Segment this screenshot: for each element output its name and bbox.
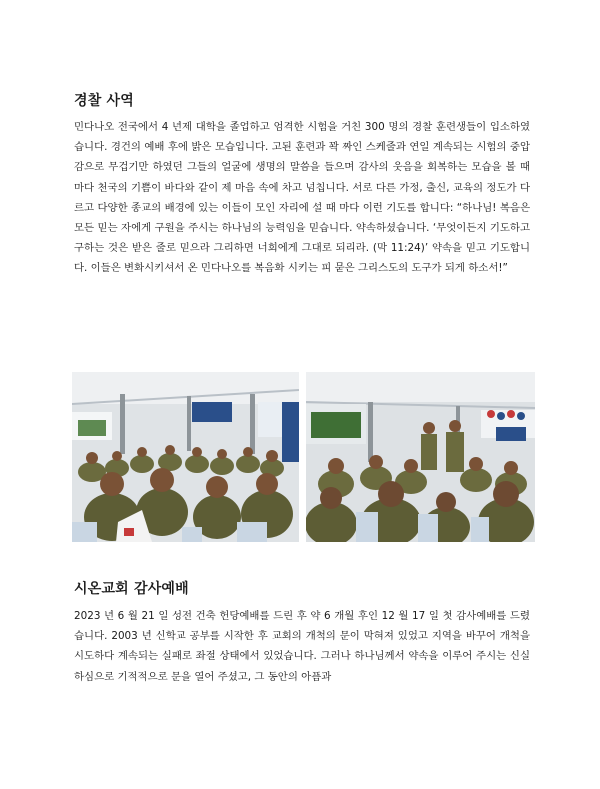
photo-police-trainees-smiling-image [72,372,299,542]
police-ministry-paragraph: 민다나오 전국에서 4 년제 대학을 졸업하고 엄격한 시험을 거친 300 명의 경찰 훈련생들이 입소하였습니다. 경건의 예배 후에 밝은 모습입니다. 고된 훈련과 꽉 짜인 스케줄과 연일 계속되는 시험의 중압감으로 무겁기만 하였던 그들의 얼굴에 생명의 말씀을 들으며 감사의 웃음을 회복하는 모습을 볼 때 마다 천국의 기쁨이 바다와 같이 제 마음 속에 차고 넘칩니다. 서로 다른 가정, 출신, 교육의 정도가 다르고 다양한 종교의 배경에 있는 이들이 모인 자리에 설 때 마다 이런 기도를 합니다: “하나님! 복음은 모든 믿는 자에게 구원을 주시는 하나님의 능력임을 믿습니다. 약속하셨습니다. ‘무엇이든지 기도하고 구하는 것은 받은 줄로 믿으라 그리하면 너희에게 그대로 되리라. (막 11:24)’ 약속을 믿고 기도합니다. 이들은 변화시키셔서 온 민다나오를 복음화 시키는 피 묻은 그리스도의 도구가 되게 하소서!” [74,121,530,275]
photo-police-trainees-worship [306,372,535,542]
section-title-police-ministry: 경찰 사역 [74,93,134,109]
photo-police-trainees-worship-image [306,372,535,542]
section-title-zion-church-thanksgiving: 시온교회 감사예배 [74,581,189,597]
photo-police-trainees-smiling [72,372,299,542]
zion-church-paragraph: 2023 년 6 월 21 일 성전 건축 헌당예배를 드린 후 약 6 개월 후인 12 월 17 일 첫 감사예배를 드렸습니다. 2003 년 신학교 공부를 시작한 후 교회의 개척의 문이 막혀져 있었고 지역을 바꾸어 개척을 시도하다 계속되는 실패로 좌절 상태에서 있었습니다. 그러나 하나님께서 약속을 이루어 주시는 신실하심으로 기적적으로 문을 열어 주셨고, 그 동안의 아픔과 [74,610,530,683]
